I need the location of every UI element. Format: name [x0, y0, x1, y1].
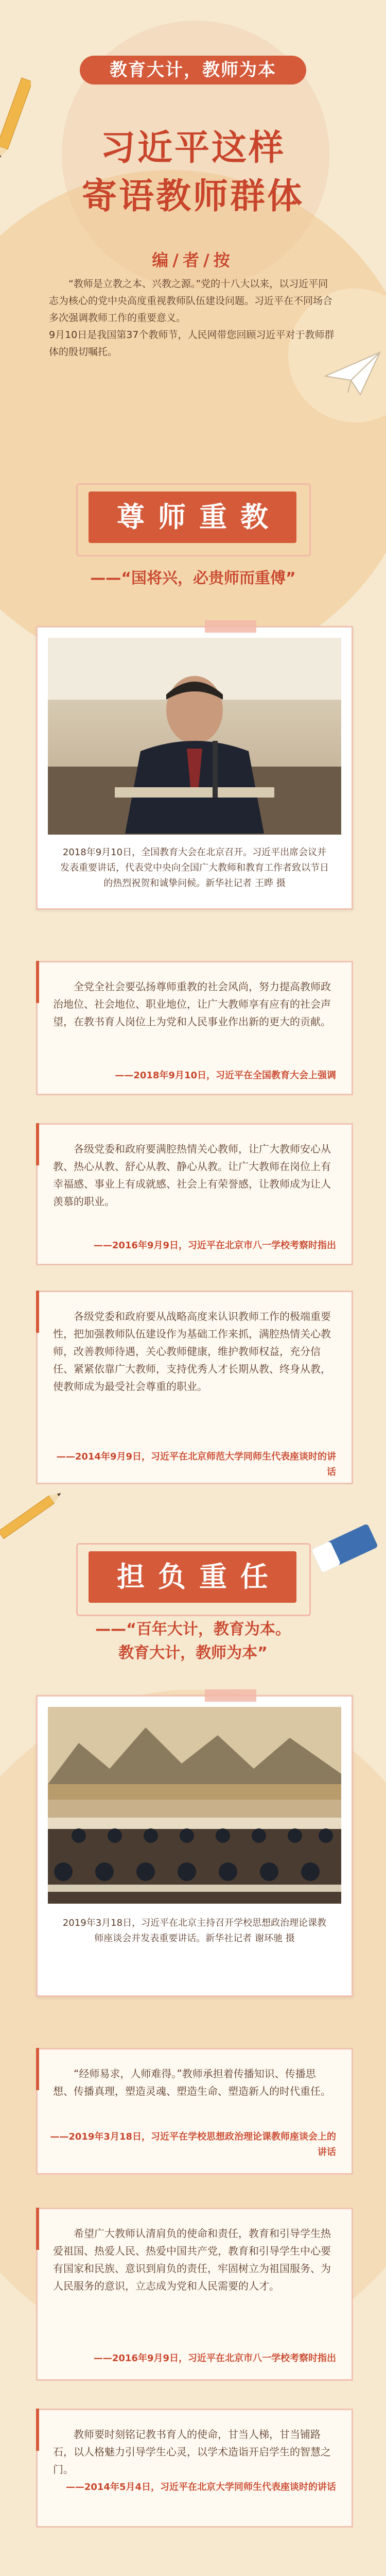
- section2-quote: [0, 1618, 386, 1665]
- section2-heading: [76, 1543, 310, 1615]
- page-title: [0, 124, 386, 221]
- tape-decoration: [205, 620, 256, 633]
- quote-source: ——2018年9月10日，习近平在全国教育大会上强调: [115, 1070, 336, 1081]
- quote-text: 希望广大教师认清肩负的使命和责任，教育和引导学生热爱祖国、热爱人民、热爱中国共产党，教育和引导学生中心要有国家和民族、意识到肩负的责任，牢固树立为祖国服务、为人民服务的意识，立志成为党和人民需要的人才。: [53, 2227, 331, 2292]
- section2-quote-card-1: [36, 2048, 353, 2175]
- title-line-2: 寄语教师群体: [81, 176, 304, 217]
- section1-quote-card-3: [36, 1291, 353, 1484]
- quote-source: ——2016年9月9日，习近平在北京市八一学校考察时指出: [93, 1240, 336, 1251]
- section1-photo: [48, 638, 341, 835]
- quote-text: 各级党委和政府要从战略高度来认识教师工作的极端重要性，把加强教师队伍建设作为基础工作来抓，满腔热情关心教师，改善教师待遇，关心教师健康，维护教师权益，充分信任、紧紧依靠广大教师，支持优秀人才长期从教、终身从教，使教师成为最受社会尊重的职业。: [53, 1310, 331, 1393]
- quote-source: ——2016年9月9日，习近平在北京市八一学校考察时指出: [93, 2353, 336, 2364]
- section2-quote-line-1: ——“百年大计，教育为本。: [95, 1620, 291, 1638]
- section1-heading: [76, 483, 310, 555]
- section1-photo-caption: 2018年9月10日，全国教育大会在北京召开。习近平出席会议并发表重要讲话，代表党中央向全国广大教师和教育工作者致以节日的热烈祝贺和诚挚问候。新华社记者 王晔 摄: [60, 847, 329, 889]
- quote-text: 各级党委和政府要满腔热情关心教师，让广大教师安心从教、热心从教、舒心从教、静心从教。让广大教师在岗位上有幸福感、事业上有成就感、社会上有荣誉感，让教师成为让人羡慕的职业。: [53, 1143, 331, 1208]
- eraser-icon: [304, 1520, 386, 1577]
- quote-text: “经师易求，人师难得。”教师承担着传播知识、传播思想、传播真理，塑造灵魂、塑造生命、塑造新人的时代重任。: [53, 2067, 331, 2097]
- section1-quote-card-2: [36, 1123, 353, 1265]
- quote-text: 全党全社会要弘扬尊师重教的社会风尚，努力提高教师政治地位、社会地位、职业地位，让广大教师享有应有的社会声望，在教书育人岗位上为党和人民事业作出新的更大的贡献。: [53, 980, 331, 1028]
- section2-photo: [48, 1707, 341, 1904]
- header-banner: 教育大计，教师为本: [80, 56, 306, 84]
- section2-title: 担负重任: [117, 1561, 282, 1593]
- intro-text: [49, 276, 337, 361]
- section1-quote-card-1: [36, 961, 353, 1095]
- pencil-icon: [0, 1484, 72, 1546]
- intro-paragraph-2: 9月10日是我国第37个教师节，人民网带您回顾习近平对于教师群体的殷切嘱托。: [49, 329, 335, 358]
- tape-decoration: [205, 1689, 256, 1702]
- title-line-1: 习近平这样: [100, 127, 286, 168]
- quote-source: ——2014年9月9日，习近平在北京师范大学同师生代表座谈时的讲话: [56, 1451, 336, 1478]
- section2-quote-card-2: [36, 2208, 353, 2381]
- quote-source: ——2019年3月18日，习近平在学校思想政治理论课教师座谈会上的讲话: [50, 2131, 336, 2158]
- section2-photo-caption: 2019年3月18日，习近平在北京主持召开学校思想政治理论课教师座谈会并发表重要讲话。新华社记者 谢环驰 摄: [62, 1918, 327, 1944]
- quote-source: ——2014年5月4日，习近平在北京大学同师生代表座谈时的讲话: [65, 2482, 336, 2493]
- editor-note-label: 编/者/按: [152, 250, 234, 270]
- section2-quote-card-3: [36, 2409, 353, 2528]
- quote-text: 教师要时刻铭记教书育人的使命，甘当人梯，甘当铺路石，以人格魅力引导学生心灵，以学术造诣开启学生的智慧之门。: [53, 2428, 331, 2476]
- intro-paragraph-1: “教师是立教之本、兴教之源。”党的十八大以来，以习近平同志为核心的党中央高度重视教师队伍建设问题。习近平在不同场合多次强调教师工作的重要意义。: [49, 278, 333, 324]
- section2-quote-line-2: 教育大计，教师为本”: [118, 1644, 268, 1662]
- deco-circle-large: [0, 170, 386, 675]
- section2-photo-card: [36, 1695, 353, 1997]
- section1-quote: ——“国将兴，必贵师而重傅”: [90, 569, 296, 587]
- section1-title: 尊师重教: [117, 501, 282, 533]
- section1-photo-card: [36, 626, 353, 910]
